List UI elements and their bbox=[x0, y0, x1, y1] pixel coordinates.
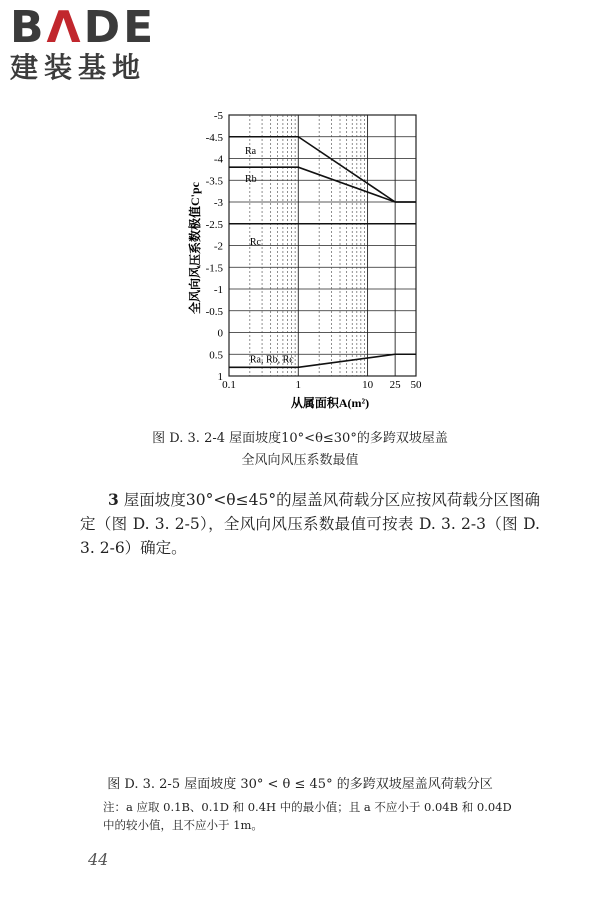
y-tick-label: -1 bbox=[213, 284, 223, 296]
y-axis-label: 全风向风压系数极值C'pc bbox=[188, 181, 202, 315]
y-tick-label: -2.5 bbox=[205, 218, 223, 231]
y-tick-label: -4.5 bbox=[205, 131, 223, 144]
series-label: Ra bbox=[244, 145, 257, 157]
x-axis-label: 从属面积A(m²) bbox=[290, 396, 370, 410]
figure-caption-1 bbox=[0, 428, 600, 472]
x-tick-label: 10 bbox=[362, 379, 374, 391]
x-tick-label: 50 bbox=[410, 379, 422, 391]
x-tick-label: 25 bbox=[389, 379, 401, 391]
series-label: Rc bbox=[249, 237, 261, 249]
y-tick-label: -5 bbox=[213, 110, 223, 122]
y-tick-label: -3 bbox=[213, 197, 223, 209]
logo-wordmark: BΛDE bbox=[10, 2, 157, 53]
figure-caption-2: 图 D. 3. 2-5 屋面坡度 30° < θ ≤ 45° 的多跨双坡屋盖风荷载分区 bbox=[107, 777, 493, 792]
y-tick-label: -2 bbox=[213, 240, 223, 253]
y-tick-labels bbox=[206, 110, 224, 383]
x-tick-label: 1 bbox=[295, 379, 302, 391]
x-tick-labels bbox=[222, 379, 422, 391]
y-tick-label: -0.5 bbox=[205, 305, 223, 318]
y-tick-label: -4 bbox=[213, 153, 223, 166]
series-label: Rb bbox=[244, 174, 257, 186]
roof-zone-diagram bbox=[0, 570, 600, 770]
wind-pressure-chart bbox=[0, 0, 600, 420]
caption-1-line-2: 全风向风压系数最值 bbox=[241, 453, 359, 468]
series-line bbox=[229, 137, 416, 202]
figure-note: 注：a 应取 0.1B、0.1D 和 0.4H 中的最小值；且 a 不应小于 0.04B 和 0.04D 中的较小值，且不应小于 1m。 bbox=[103, 800, 512, 832]
y-tick-label: -3.5 bbox=[205, 175, 223, 188]
x-tick-label: 0.1 bbox=[222, 379, 236, 391]
body-paragraph bbox=[80, 488, 540, 560]
series-label: Ra, Rb, Rc bbox=[249, 354, 294, 366]
caption-1-line-1: 图 D. 3. 2-4 屋面坡度10°<θ≤30°的多跨双坡屋盖 bbox=[152, 431, 448, 446]
y-tick-label: 0 bbox=[217, 327, 223, 340]
page-number: 44 bbox=[88, 850, 109, 869]
y-tick-label: 0.5 bbox=[209, 349, 223, 362]
paragraph-number: 3 bbox=[108, 490, 119, 509]
y-tick-label: -1.5 bbox=[205, 262, 223, 275]
y-tick-label: 1 bbox=[217, 371, 223, 383]
logo-subtitle: 建装基地 bbox=[10, 51, 147, 84]
paragraph-text: 屋面坡度30°<θ≤45°的屋盖风荷载分区应按风荷载分区图确定（图 D. 3. 2-5），全风向风压系数最值可按表 D. 3. 2-3（图 D. 3. 2-6）确定。 bbox=[80, 491, 540, 557]
